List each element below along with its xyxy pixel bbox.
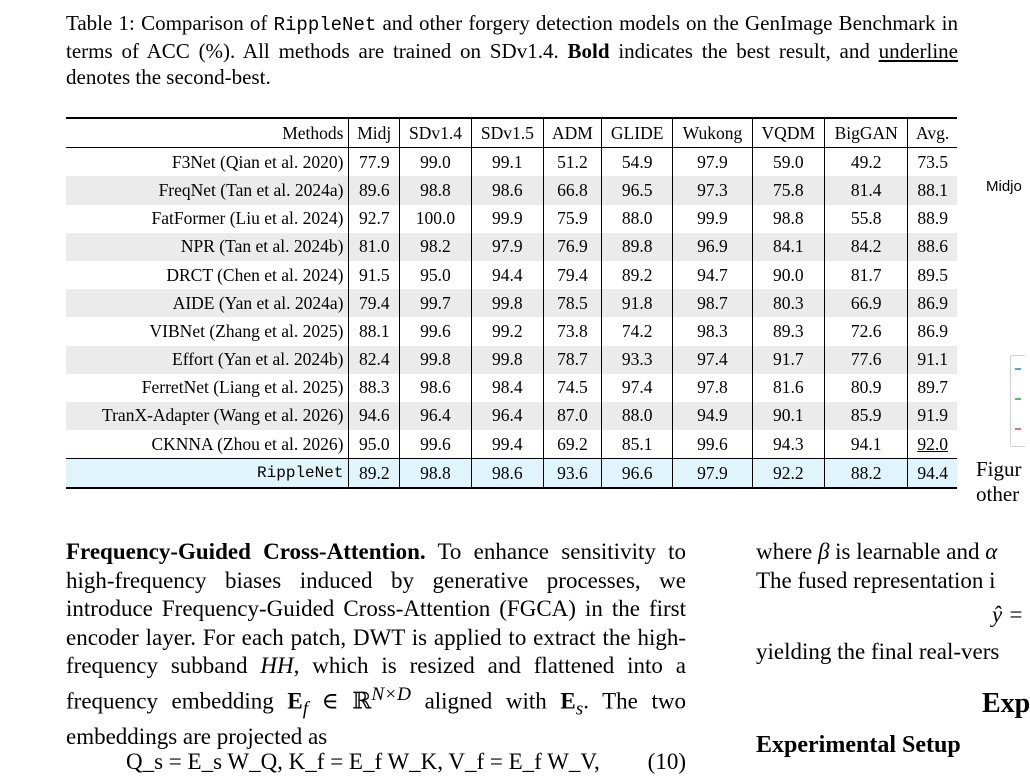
value-cell: 90.0 [752, 261, 824, 289]
header-col: Midj [349, 118, 400, 148]
table-row [66, 176, 957, 204]
value-cell: 88.6 [908, 233, 957, 261]
value-cell: 88.0 [602, 402, 673, 430]
value-cell: 95.0 [349, 430, 400, 459]
value-cell: 91.7 [752, 346, 824, 374]
table-row [66, 233, 957, 261]
value-cell: 95.0 [400, 261, 472, 289]
value-cell: 91.8 [602, 289, 673, 317]
value-cell: 94.1 [825, 430, 908, 459]
value-cell: 99.9 [471, 205, 543, 233]
method-cell: NPR (Tan et al. 2024b) [66, 233, 349, 261]
value-cell: 86.9 [908, 289, 957, 317]
table-row [66, 459, 957, 489]
value-cell: 81.6 [752, 374, 824, 402]
legend-line-green [1015, 398, 1021, 400]
value-cell: 79.4 [543, 261, 601, 289]
value-cell: 81.0 [349, 233, 400, 261]
value-cell: 94.9 [673, 402, 752, 430]
value-cell: 96.9 [673, 233, 752, 261]
method-cell: FatFormer (Liu et al. 2024) [66, 205, 349, 233]
method-cell: RippleNet [66, 459, 349, 489]
value-cell: 99.8 [471, 289, 543, 317]
right-line-3: ŷ = [992, 602, 1024, 627]
value-cell: 94.6 [349, 402, 400, 430]
value-cell: 92.2 [752, 459, 824, 489]
table-row [66, 430, 957, 459]
method-cell: FreqNet (Tan et al. 2024a) [66, 176, 349, 204]
equation-body: Q_s = E_s W_Q, K_f = E_f W_K, V_f = E_f W_V, [126, 749, 600, 774]
value-cell: 74.5 [543, 374, 601, 402]
value-cell: 99.6 [673, 430, 752, 459]
value-cell: 93.6 [543, 459, 601, 489]
value-cell: 75.8 [752, 176, 824, 204]
right-column-text [756, 538, 1030, 769]
value-cell: 88.1 [349, 317, 400, 345]
value-cell: 69.2 [543, 430, 601, 459]
value-cell: 88.0 [602, 205, 673, 233]
value-cell: 89.2 [602, 261, 673, 289]
right-line-1: where β is learnable and α [756, 539, 998, 564]
value-cell: 98.4 [471, 374, 543, 402]
header-col: GLIDE [602, 118, 673, 148]
value-cell: 88.2 [825, 459, 908, 489]
header-col: SDv1.4 [400, 118, 472, 148]
value-cell: 87.0 [543, 402, 601, 430]
value-cell: 97.3 [673, 176, 752, 204]
method-cell: FerretNet (Liang et al. 2025) [66, 374, 349, 402]
value-cell: 89.8 [602, 233, 673, 261]
method-cell: CKNNA (Zhou et al. 2026) [66, 430, 349, 459]
method-cell: AIDE (Yan et al. 2024a) [66, 289, 349, 317]
left-column-text [66, 538, 686, 752]
method-cell: Effort (Yan et al. 2024b) [66, 346, 349, 374]
value-cell: 99.0 [400, 148, 472, 177]
value-cell: 72.6 [825, 317, 908, 345]
value-cell: 99.9 [673, 205, 752, 233]
value-cell: 98.2 [400, 233, 472, 261]
value-cell: 96.5 [602, 176, 673, 204]
value-cell: 88.9 [917, 208, 948, 229]
value-cell: 97.4 [673, 346, 752, 374]
value-cell: 91.1 [908, 346, 957, 374]
header-col: BigGAN [825, 118, 908, 148]
value-cell: 79.4 [349, 289, 400, 317]
value-cell: 99.8 [471, 346, 543, 374]
figure-legend-box [1010, 355, 1025, 447]
value-cell: 66.8 [543, 176, 601, 204]
value-cell: 54.9 [602, 148, 673, 177]
value-cell: 94.7 [673, 261, 752, 289]
value-cell: 99.6 [400, 430, 472, 459]
value-cell: 96.4 [471, 402, 543, 430]
table-row [66, 374, 957, 402]
table-row [66, 205, 957, 233]
value-cell: 99.7 [400, 289, 472, 317]
value-cell: 89.5 [917, 264, 948, 285]
value-cell: 73.5 [917, 151, 948, 172]
value-cell: 80.3 [752, 289, 824, 317]
value-cell: 98.6 [471, 176, 543, 204]
header-col: VQDM [752, 118, 824, 148]
value-cell: 86.9 [917, 320, 948, 341]
value-cell: 89.6 [349, 176, 400, 204]
value-cell: 98.8 [400, 176, 472, 204]
value-cell: 84.1 [752, 233, 824, 261]
header-col: Wukong [673, 118, 752, 148]
value-cell: 97.9 [471, 233, 543, 261]
value-cell: 89.7 [917, 377, 948, 398]
value-cell: 89.2 [349, 459, 400, 489]
paragraph-heading: Frequency-Guided Cross-Attention. [66, 539, 426, 564]
equation-number: (10) [647, 749, 686, 774]
value-cell: 77.6 [825, 346, 908, 374]
legend-line-blue [1015, 368, 1021, 370]
table-row [66, 402, 957, 430]
value-cell: 99.1 [471, 148, 543, 177]
results-table [66, 117, 957, 489]
value-cell: 98.8 [400, 459, 472, 489]
value-cell: 97.8 [673, 374, 752, 402]
value-cell: 99.2 [471, 317, 543, 345]
value-cell: 97.9 [673, 148, 752, 177]
value-cell: 98.6 [400, 374, 472, 402]
value-cell: 81.7 [825, 261, 908, 289]
value-cell: 99.6 [400, 317, 472, 345]
value-cell: 99.4 [471, 430, 543, 459]
value-cell: 51.2 [543, 148, 601, 177]
value-cell: 88.1 [908, 176, 957, 204]
table-row [66, 317, 957, 345]
value-cell: 77.9 [349, 148, 400, 177]
model-name: RippleNet [273, 14, 377, 36]
header-methods: Methods [66, 118, 349, 148]
value-cell: 94.4 [471, 261, 543, 289]
value-cell: 98.7 [673, 289, 752, 317]
value-cell: 49.2 [825, 148, 908, 177]
header-col: Avg. [908, 118, 957, 148]
value-cell: 78.5 [543, 289, 601, 317]
table-row [66, 289, 957, 317]
value-cell: 94.3 [752, 430, 824, 459]
table-row [66, 346, 957, 374]
value-cell: 97.9 [673, 459, 752, 489]
value-cell: 94.4 [908, 459, 957, 489]
value-cell: 91.9 [908, 402, 957, 430]
value-cell: 90.1 [752, 402, 824, 430]
figure-caption-line-1: Figur [976, 457, 1022, 481]
value-cell: 80.9 [825, 374, 908, 402]
value-cell: 92.7 [349, 205, 400, 233]
right-line-2: The fused representation i [756, 568, 996, 593]
figure-caption-line-2: other [976, 482, 1020, 506]
value-cell: 75.9 [543, 205, 601, 233]
value-cell: 82.4 [349, 346, 400, 374]
method-cell: VIBNet (Zhang et al. 2025) [66, 317, 349, 345]
value-cell: 93.3 [602, 346, 673, 374]
value-cell: 78.7 [543, 346, 601, 374]
value-cell: 98.6 [471, 459, 543, 489]
figure-fragment [976, 170, 1022, 510]
table-header-row [66, 118, 957, 148]
value-cell: 91.5 [349, 261, 400, 289]
value-cell: 89.3 [752, 317, 824, 345]
method-cell: F3Net (Qian et al. 2020) [66, 148, 349, 177]
value-cell: 88.3 [349, 374, 400, 402]
value-cell: 96.4 [400, 402, 472, 430]
paragraph-fgca: Frequency-Guided Cross-Attention. To enhance sensitivity to high-frequency biases induced by generative processes, we introduce Frequency-Guided Cross-Attention (FGCA) in the first encoder layer. For each patch, DWT is applied to extract the high-frequency subband HH, which is resized and flattened into a frequency embedding $E_f$ ∈ ℝ$^{N\times D}$ aligned with $E_s$. The two embeddings are projected as [66, 539, 687, 750]
table-row [66, 261, 957, 289]
value-cell: 97.4 [602, 374, 673, 402]
value-cell: 73.8 [543, 317, 601, 345]
value-cell: 84.2 [825, 233, 908, 261]
value-cell: 92.0 [917, 433, 948, 454]
table-row [66, 148, 957, 177]
value-cell: 76.9 [543, 233, 601, 261]
value-cell: 81.4 [825, 176, 908, 204]
value-cell: 66.9 [825, 289, 908, 317]
header-col: SDv1.5 [471, 118, 543, 148]
subsection-heading: Experimental Setup [756, 732, 961, 758]
value-cell: 100.0 [400, 205, 472, 233]
legend-line-red [1015, 428, 1021, 430]
value-cell: 98.3 [673, 317, 752, 345]
value-cell: 98.8 [752, 205, 824, 233]
table-caption: Table 1: Comparison of RippleNet and other forgery detection models on the GenImage Benchmark in terms of ACC (%). All methods are trained on SDv1.4. Bold indicates the best result, and underline denotes the second-best. [66, 11, 958, 89]
value-cell: 74.2 [602, 317, 673, 345]
value-cell: 85.9 [825, 402, 908, 430]
header-col: ADM [543, 118, 601, 148]
method-cell: TranX-Adapter (Wang et al. 2026) [66, 402, 349, 430]
figure-label: Midjo [986, 178, 1022, 195]
value-cell: 99.8 [400, 346, 472, 374]
value-cell: 55.8 [825, 205, 908, 233]
method-cell: DRCT (Chen et al. 2024) [66, 261, 349, 289]
right-line-4: yielding the final real-vers [756, 639, 1000, 664]
value-cell: 96.6 [602, 459, 673, 489]
section-heading: Exp [982, 688, 1030, 719]
value-cell: 85.1 [602, 430, 673, 459]
value-cell: 59.0 [752, 148, 824, 177]
